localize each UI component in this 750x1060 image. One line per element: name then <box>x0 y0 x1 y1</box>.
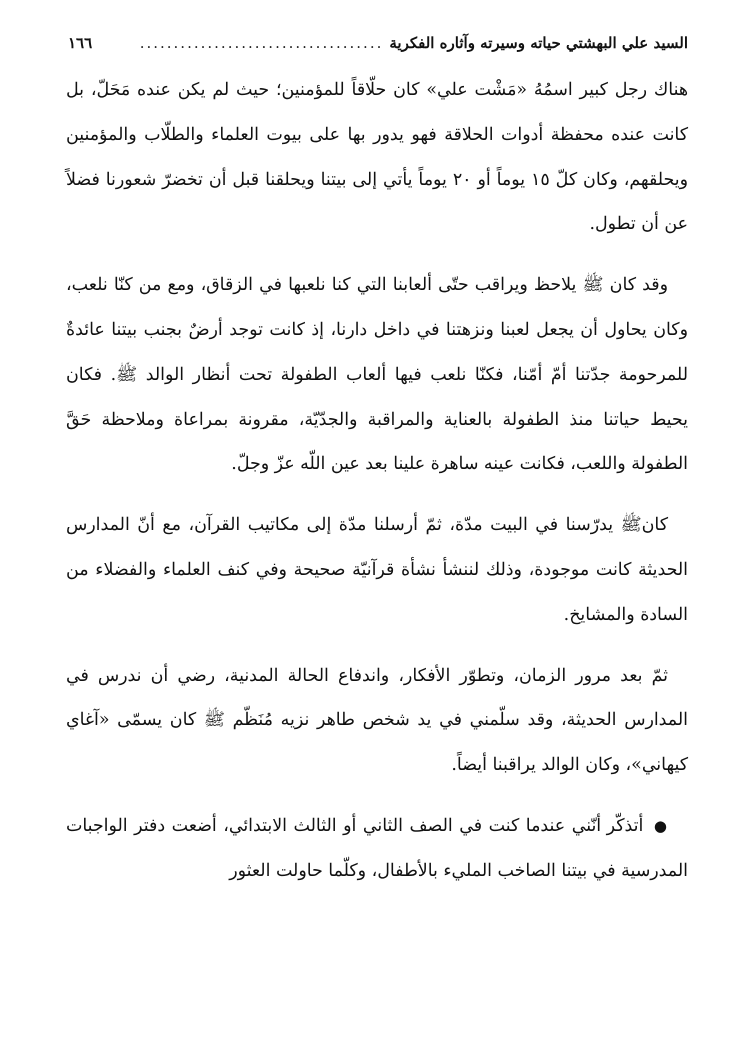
paragraph-homework-text: أتذكّر أنّني عندما كنت في الصف الثاني أو الثالث الابتدائي، أضعت دفتر الواجبات المدرسية في بيتنا الصاخب المليء بالأطفال، وكلّما حاولت العثور <box>66 815 688 881</box>
paragraph-quran-schools: كانﷺ يدرّسنا في البيت مدّة، ثمّ أرسلنا مدّة إلى مكاتيب القرآن، مع أنّ المدارس الحديثة كانت موجودة، وذلك لننشأ نشأة قرآنيّة صحيحة وفي كنف العلماء والفضلاء من السادة والمشايخ. <box>66 515 688 625</box>
paragraph-homework-notebook <box>66 804 688 894</box>
paragraph-modern-schools: ثمّ بعد مرور الزمان، وتطوّر الأفكار، واندفاع الحالة المدنية، رضي أن ندرس في المدارس الحديثة، وقد سلّمني في يد شخص طاهر نزيه مُنَظّم ﷺ كان يسمّى «آغاي كيهاني»، وكان الوالد يراقبنا أيضاً. <box>66 665 688 776</box>
page-number: ١٦٦ <box>68 34 93 52</box>
running-title: السيد علي البهشتي حياته وسيرته وآثاره الفكرية <box>389 34 688 52</box>
body-text <box>66 68 688 910</box>
paragraph-barber: هناك رجل كبير اسمُهُ «مَشْت علي» كان حلّاقاً للمؤمنين؛ حيث لم يكن عنده مَحَلّ، بل كانت عنده محفظة أدوات الحلاقة فهو يدور بها على بيوت العلماء والطلّاب والمؤمنين ويحلقهم، وكان كلّ ١٥ يوماً أو ٢٠ يوماً يأتي إلى بيتنا ويحلقنا قبل أن تخضرّ شعورنا فضلاً عن أن تطول. <box>66 80 688 235</box>
running-header <box>68 34 688 56</box>
leader-dots: .................................... <box>139 34 384 52</box>
bullet-icon: ● <box>653 816 669 835</box>
paragraph-games: وقد كان ﷺ يلاحظ ويراقب حتّى ألعابنا التي كنا نلعبها في الزقاق، ومع من كنّا نلعب، وكان يحاول أن يجعل لعبنا ونزهتنا في داخل دارنا، إذ كانت توجد أرضٌ بجنب بيتنا عائدةٌ للمرحومة جدّتنا أمّ أمّنا، فكنّا نلعب فيها ألعاب الطفولة تحت أنظار الوالد ﷺ. فكان يحيط حياتنا منذ الطفولة بالعناية والمراقبة والجدّيّة، مقرونة بمراعاة وملاحظة حَقَّ الطفولة واللعب، فكانت عينه ساهرة علينا بعد عين اللّه عزّ وجلّ. <box>66 275 688 475</box>
